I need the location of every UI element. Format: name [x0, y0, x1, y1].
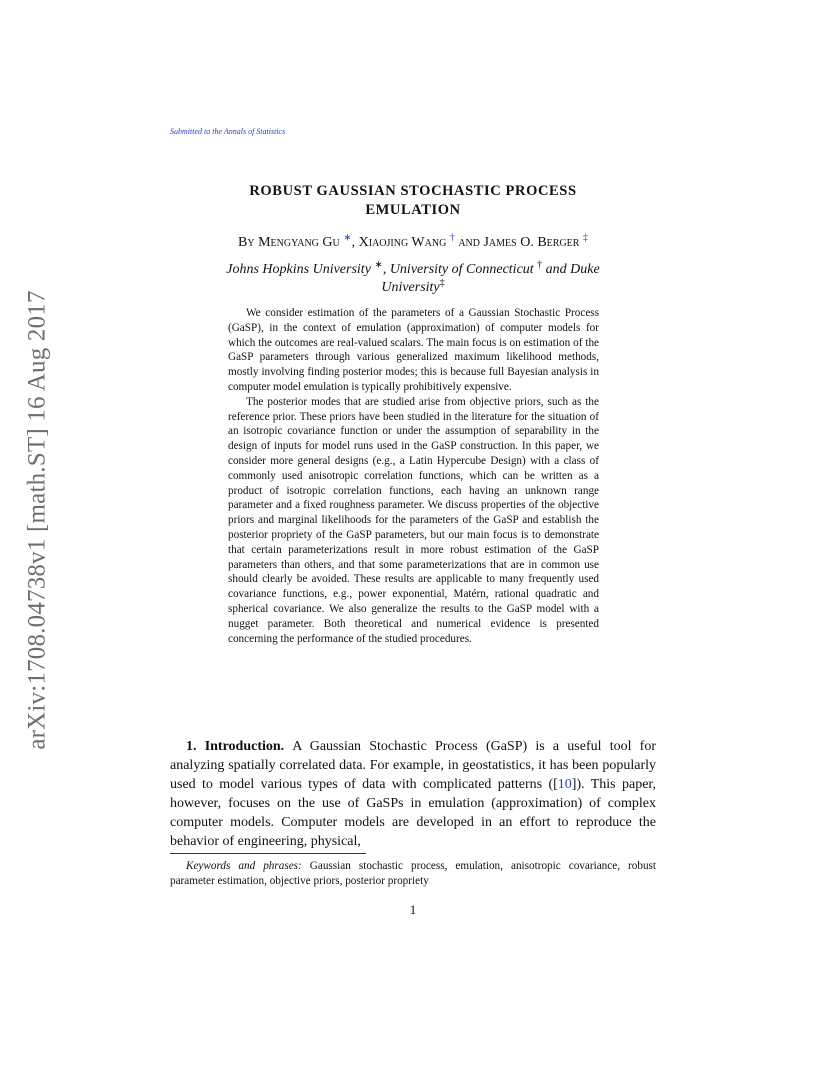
page-number: 1 — [409, 902, 417, 917]
abstract — [228, 306, 599, 646]
and-label: and — [458, 235, 480, 250]
title-line-2: EMULATION — [365, 202, 461, 218]
keywords-text: Gaussian stochastic process, emulation, anisotropic covariance, robust parameter estimation, objective priors, posterior propriety — [170, 860, 657, 887]
affiliation-duke: University — [381, 280, 440, 295]
intro-text-2: ). This paper, however, focuses on the use of GaSPs in emulation (approximation) of complex computer models. Computer models are developed in an effort to reproduce the behavior of engineering, physical, — [170, 777, 657, 849]
cite-close-bracket: ] — [571, 777, 577, 792]
author-gu: Mengyang Gu — [258, 235, 340, 250]
intro-paragraph — [170, 737, 656, 851]
affiliation-jhu: Johns Hopkins University — [226, 262, 371, 277]
section-heading: 1. Introduction. — [186, 739, 285, 754]
author-list — [170, 234, 656, 252]
introduction-section — [170, 737, 656, 851]
author-mark-2[interactable]: † — [449, 232, 455, 244]
paper-title — [170, 182, 656, 220]
affiliation-and: and Duke — [545, 262, 600, 277]
abstract-paragraph-2: The posterior modes that are studied arise from objective priors, such as the reference prior. These priors have been studied in the literature for the situation of an isotropic covariance function or under the assumption of separability in the design of inputs for model runs used in the GaSP construction. In this paper, we consider more general designs (e.g., a Latin Hypercube Design) with a class of commonly used anisotropic correlation functions, which can be written as a product of isotropic correlation functions, each having an unknown range parameter and a fixed roughness parameter. We discuss properties of the objective priors and marginal likelihoods for the parameters of the GaSP and establish the posterior propriety of the GaSP parameters, but our main focus is to demonstrate that certain parameterizations result in more robust estimation of the GaSP parameters than others, and that some parameterizations that are in common use should clearly be avoided. These results are applicable to many frequently used covariance functions, e.g., power exponential, Matérn, rational quadratic and spherical covariance. We also generalize the results to the GaSP model with a nugget parameter. Both theoretical and numerical evidence is presented concerning the performance of the studied procedures. — [228, 395, 599, 645]
by-label: By — [238, 235, 255, 250]
title-line-1: ROBUST GAUSSIAN STOCHASTIC PROCESS — [249, 183, 577, 199]
cite-open-bracket: [ — [553, 777, 558, 792]
author-mark-3[interactable]: ‡ — [582, 232, 588, 244]
abstract-paragraph-1: We consider estimation of the parameters of a Gaussian Stochastic Process (GaSP), in the context of emulation (approximation) of computer models for which the outcomes are real-valued scalars. The main focus is on estimation of the GaSP parameters through various generalized maximum likelihood methods, mostly involving finding posterior modes; this is because full Bayesian analysis in computer model emulation is typically prohibitively expensive. — [228, 307, 599, 393]
affiliation-mark-2: † — [537, 259, 543, 271]
author-wang: Xiaojing Wang — [358, 235, 447, 250]
author-mark-1[interactable]: ∗ — [343, 232, 352, 244]
keywords-paragraph — [170, 859, 656, 889]
author-separator: , — [351, 235, 356, 250]
intro-text-1: A Gaussian Stochastic Process (GaSP) is a useful tool for analyzing spatially correlated data. For example, in geostatistics, it has been popularly used to model various types of data with complicated patterns ( — [170, 739, 657, 792]
affiliation-separator: , — [382, 262, 387, 277]
keywords-footnote — [170, 859, 656, 889]
arxiv-id-text: arXiv:1708.04738v1 [math.ST] 16 Aug 2017 — [24, 290, 52, 750]
affiliation-mark-3: ‡ — [439, 277, 445, 289]
affiliation-uconn: University of Connecticut — [389, 262, 534, 277]
affiliation-mark-1: ∗ — [374, 259, 383, 271]
affiliations — [196, 261, 630, 297]
footnote-rule — [170, 853, 366, 854]
citation-link[interactable]: 10 — [557, 777, 572, 792]
journal-header[interactable]: Submitted to the Annals of Statistics — [170, 127, 286, 136]
arxiv-stamp — [8, 270, 68, 770]
keywords-label: Keywords and phrases: — [186, 860, 302, 872]
author-berger: James O. Berger — [483, 235, 580, 250]
